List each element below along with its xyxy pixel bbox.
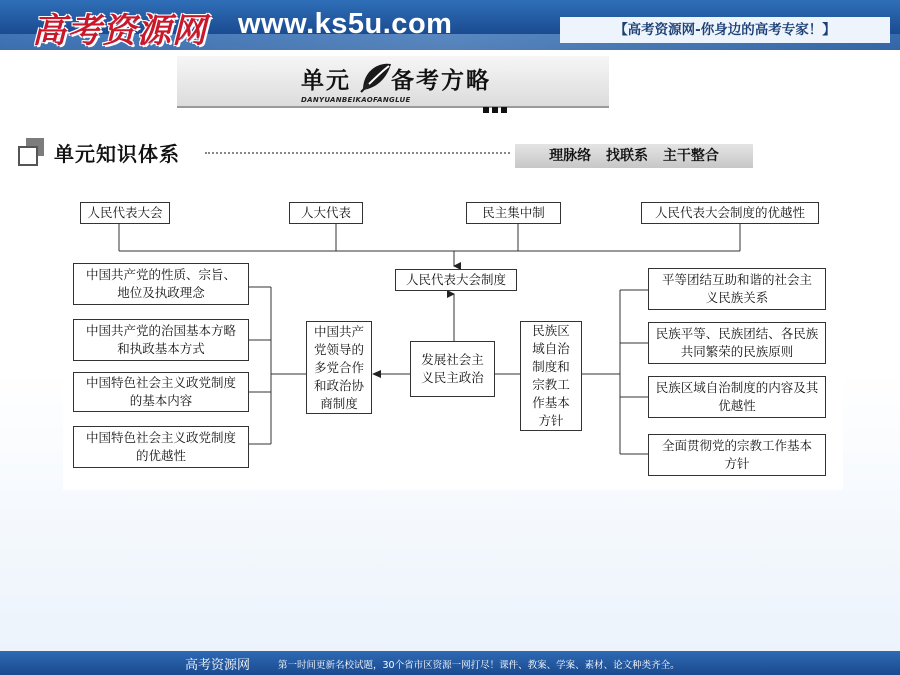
top-banner — [0, 0, 900, 50]
node-party-system-content: 中国特色社会主义政党制度的基本内容 — [73, 372, 249, 412]
node-npc-system: 人民代表大会制度 — [395, 269, 517, 291]
node-ethnic-principles: 民族平等、民族团结、各民族共同繁荣的民族原则 — [648, 322, 826, 364]
knowledge-diagram — [63, 190, 843, 490]
node-democratic-centralism: 民主集中制 — [466, 202, 561, 224]
unit-header-title-left: 单元 — [301, 68, 351, 94]
section-tag: 理脉络 找联系 主干整合 — [515, 144, 753, 168]
unit-header-title — [301, 62, 491, 95]
site-logo[interactable]: 高考资源网 — [32, 11, 207, 50]
leaf-icon — [359, 60, 393, 94]
decorative-squares — [483, 98, 510, 117]
node-party-system-superiority: 中国特色社会主义政党制度的优越性 — [73, 426, 249, 468]
section-divider — [205, 152, 510, 154]
unit-header-title-right: 备考方略 — [391, 68, 491, 94]
site-slogan: 【高考资源网-你身边的高考专家！】 — [560, 17, 890, 43]
section-title: 单元知识体系 — [54, 142, 180, 166]
node-npc: 人民代表大会 — [80, 202, 170, 224]
node-governance-strategy: 中国共产党的治国基本方略和执政基本方式 — [73, 319, 249, 361]
node-party-nature: 中国共产党的性质、宗旨、地位及执政理念 — [73, 263, 249, 305]
node-multiparty-cooperation: 中国共产党领导的多党合作和政治协商制度 — [306, 321, 372, 414]
node-npc-superiority: 人民代表大会制度的优越性 — [641, 202, 819, 224]
unit-strategy-header — [177, 56, 609, 108]
section-square-icon — [18, 138, 46, 166]
footer-bar — [0, 651, 900, 675]
footer-text: 第一时间更新名校试题，30个省市区资源一网打尽！课件、教案、学案、素材、论文种类齐全。 — [278, 660, 680, 671]
node-ethnic-relations: 平等团结互助和谐的社会主义民族关系 — [648, 268, 826, 310]
node-npc-deputy: 人大代表 — [289, 202, 363, 224]
node-socialist-democracy: 发展社会主义民主政治 — [410, 341, 495, 397]
unit-header-subtitle: DANYUANBEIKAOFANGLUE — [301, 96, 411, 104]
node-religious-policy: 全面贯彻党的宗教工作基本方针 — [648, 434, 826, 476]
node-autonomy-content: 民族区域自治制度的内容及其优越性 — [648, 376, 826, 418]
site-url[interactable]: www.ks5u.com — [238, 8, 453, 40]
node-ethnic-autonomy: 民族区域自治制度和宗教工作基本方针 — [520, 321, 582, 431]
footer-brand[interactable]: 高考资源网 — [185, 658, 251, 673]
